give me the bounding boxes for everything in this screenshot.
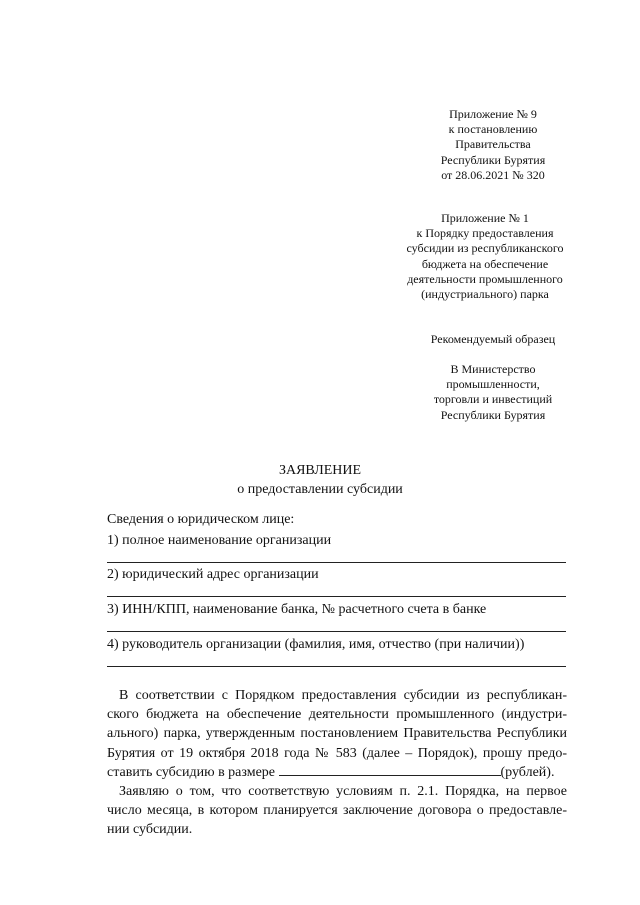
recommended-text: Рекомендуемый образец	[430, 332, 556, 346]
paragraph-line: Бурятия от 19 октября 2018 года № 583 (далее – Порядок), прошу предо-	[107, 745, 567, 761]
addressee-block	[408, 362, 578, 423]
appendix-9-line: к постановлению	[448, 122, 538, 137]
paragraph-line-amount	[107, 763, 567, 782]
amount-unit-text: (рублей).	[500, 764, 555, 780]
paragraph-line: В соответствии с Порядком предоставления субсидии из республикан-	[119, 688, 567, 703]
appendix-1-line: деятельности промышленного	[407, 271, 563, 286]
appendix-9-line: от 28.06.2021 № 320	[441, 167, 545, 182]
paragraph-line: нии субсидии.	[107, 822, 193, 838]
declaration-paragraph	[107, 782, 567, 840]
appendix-9-block	[408, 107, 578, 183]
addressee-line: торговли и инвестиций	[433, 392, 553, 407]
recommended-sample-label	[408, 332, 578, 347]
field-label-full-name: 1) полное наименование организации	[107, 533, 332, 548]
addressee-line: промышленности,	[446, 377, 540, 392]
appendix-9-line: Республики Бурятия	[440, 152, 546, 167]
subsidy-amount-field[interactable]	[279, 763, 501, 776]
field-label-director: 4) руководитель организации (фамилия, имя, отчество (при наличии))	[107, 637, 525, 652]
addressee-line: В Министерство	[450, 362, 536, 376]
appendix-1-line: Приложение № 1	[441, 211, 529, 225]
field-line-inn-bank[interactable]	[107, 631, 566, 632]
field-label-inn-bank: 3) ИНН/КПП, наименование банка, № расчетного счета в банке	[107, 602, 487, 617]
appendix-1-line: бюджета на обеспечение	[421, 256, 549, 271]
document-title: ЗАЯВЛЕНИЕ	[278, 463, 362, 478]
appendix-9-line: Приложение № 9	[449, 107, 537, 121]
paragraph-line: число месяца, в котором планируется заключение договора о предоставле-	[107, 803, 567, 819]
paragraph-line: ального) парка, утвержденным постановлением Правительства Республики	[107, 726, 567, 742]
paragraph-line: Заявляю о том, что соответствую условиям п. 2.1. Порядка, на первое	[119, 784, 567, 799]
addressee-line: Республики Бурятия	[440, 407, 546, 422]
appendix-9-line: Правительства	[455, 137, 531, 152]
appendix-1-line: к Порядку предоставления	[416, 226, 554, 241]
field-label-address: 2) юридический адрес организации	[107, 567, 319, 582]
document-subtitle: о предоставлении субсидии	[237, 482, 403, 497]
field-line-director[interactable]	[107, 666, 566, 667]
appendix-1-line: субсидии из республиканского	[406, 241, 564, 256]
field-line-address[interactable]	[107, 596, 566, 597]
paragraph-line: ского бюджета на обеспечение деятельности промышленного (индустри-	[107, 707, 567, 723]
request-paragraph	[107, 686, 567, 782]
appendix-1-block	[388, 211, 582, 302]
appendix-1-line: (индустриального) парка	[421, 287, 549, 302]
amount-lead-text: ставить субсидию в размере	[107, 764, 276, 780]
field-line-full-name[interactable]	[107, 562, 566, 563]
entity-info-intro: Сведения о юридическом лице:	[107, 512, 295, 527]
